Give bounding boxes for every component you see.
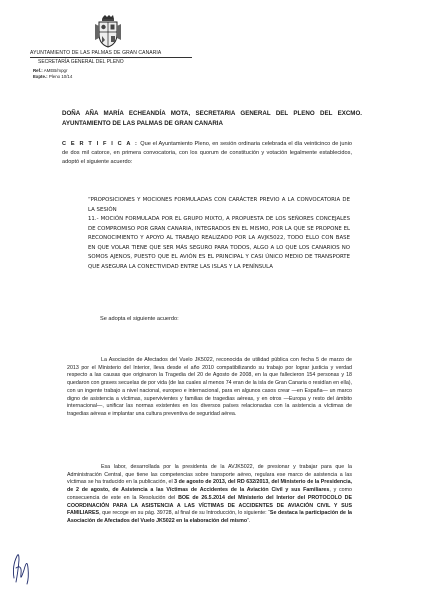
ref-value: AMEB/mpgr bbox=[43, 68, 68, 73]
paragraph-regulation bbox=[67, 464, 352, 526]
para2-part-a: Esa labor, desarrollada por la presidenta de la AVJK5022, de presionar y trabajar para que la Administración Central, que tiene las competencias sobre transporte aéreo, regulara ese marco de asistencia a las víctimas se ha traducido en la publicación, el bbox=[67, 464, 352, 486]
paragraph-association bbox=[67, 357, 352, 419]
expte-label: Expte.: bbox=[33, 73, 48, 79]
expte-line bbox=[33, 74, 72, 80]
reference-block bbox=[33, 68, 72, 79]
secretary-heading: DOÑA AÑA MARÍA ECHEANDÍA MOTA, SECRETARIA GENERAL DEL PLENO DEL EXCMO. AYUNTAMIENTO DE LAS PALMAS DE GRAN CANARIA bbox=[62, 110, 362, 127]
para2-part-e: , que recoge en su pág. 39728, al final de su Introducción, lo siguiente: “ bbox=[99, 510, 270, 517]
para2-part-c: , y como consecuencia de este en la Resolución del bbox=[67, 487, 352, 501]
motion-quote: “PROPOSICIONES Y MOCIONES FORMULADAS CON CARÁCTER PREVIO A LA CONVOCATORIA DE LA SESIÓN 11.- MOCIÓN FORMULADA POR EL GRUPO MIXTO, A PROPUESTA DE LOS SEÑORES CONCEJALES DE COMPROMISO POR GRAN CANARIA, INTEGRADOS EN EL MISMO, POR LA QUE SE PROPONE EL RECONOCIMIENTO Y APOYO AL TRABAJO REALIZADO POR LA AVJK5022, TODO ELLO CON BASE EN QUE VOLAR TIENE QUE SER MÁS SEGURO PARA TODOS, ALGO A LO QUE LOS CANARIOS NO SOMOS AJENOS, PUESTO QUE EL AVIÓN ES EL PRINCIPAL Y CASI ÚNICO MEDIO DE TRANSPORTE QUE ASEGURA LA CONECTIVIDAD ENTRE LAS ISLAS Y LA PENÍNSULA bbox=[88, 197, 350, 270]
certifica-text: Que el Ayuntamiento Pleno, en sesión ordinaria celebrada el día veinticinco de junio de dos mil catorce, en primera convocatoria, con los quorum de constitución y votación legalmente establecidos, adoptó el siguiente acuerdo: bbox=[62, 141, 352, 165]
municipal-coat-of-arms-icon bbox=[94, 14, 122, 48]
ref-label: Ref.: bbox=[33, 68, 43, 73]
handwritten-signature-icon bbox=[10, 548, 34, 588]
organization-name: AYUNTAMIENTO DE LAS PALMAS DE GRAN CANARIA bbox=[30, 50, 162, 56]
para2-part-b: 3 de agosto de 2013, del RD 632/2013, del Ministerio de la Presidencia, de 2 de agosto, de Asistencia a las Víctimas de Accidentes de la Aviación Civil y sus Familiares bbox=[67, 479, 352, 494]
agreement-intro: Se adopta el siguiente acuerdo: bbox=[100, 316, 179, 322]
para2-part-d: BOE de 26.5.2014 del Ministerio del Interior del PROTOCOLO DE COORDINACIÓN PARA LA ASISTENCIA A LAS VÍCTIMAS DE ACCIDENTES DE AVIACIÓN CIVIL Y SUS FAMILIARES bbox=[67, 494, 353, 517]
para2-part-g: ”. bbox=[247, 517, 251, 524]
paragraph-association-text: La Asociación de Afectados del Vuelo JK5022, reconocida de utilidad pública con fecha 5 de marzo de 2013 por el Ministerio del Interior, lleva desde el año 2010 compatibilizando su trabajo por lograr justicia y verdad respecto a las causas que originaron la Tragedia del 20 de Agosto de 2008, en la que fallecieron 154 personas y 18 quedaron con graves secuelas de por vida (de las cuales al menos 74 eran de la isla de Gran Canaria o residían en ella), con un ingente trabajo a nivel nacional, europeo e internacional, para en algunos casos crear —en España— un marco digno de asistencia a víctimas, supervivientes y familias de tragedias aéreas, y en otros —Europa y resto del ámbito internacional—, unificar las normas existentes en los diversos países relacionadas con la asistencia a víctimas de tragedias aéreas e implantar una cultura preventiva de seguridad aérea. bbox=[67, 357, 352, 417]
certification-paragraph bbox=[62, 140, 352, 167]
department-name: SECRETARÍA GENERAL DEL PLENO bbox=[38, 59, 124, 65]
para2-part-f: Se destaca la participación de la Asociación de Afectados del Vuelo JK5022 en la elaboración del mismo bbox=[67, 510, 352, 524]
certifica-label: C E R T I F I C A : bbox=[62, 141, 139, 147]
expte-value: Pleno 10/14 bbox=[48, 73, 73, 79]
header-divider bbox=[30, 57, 192, 58]
